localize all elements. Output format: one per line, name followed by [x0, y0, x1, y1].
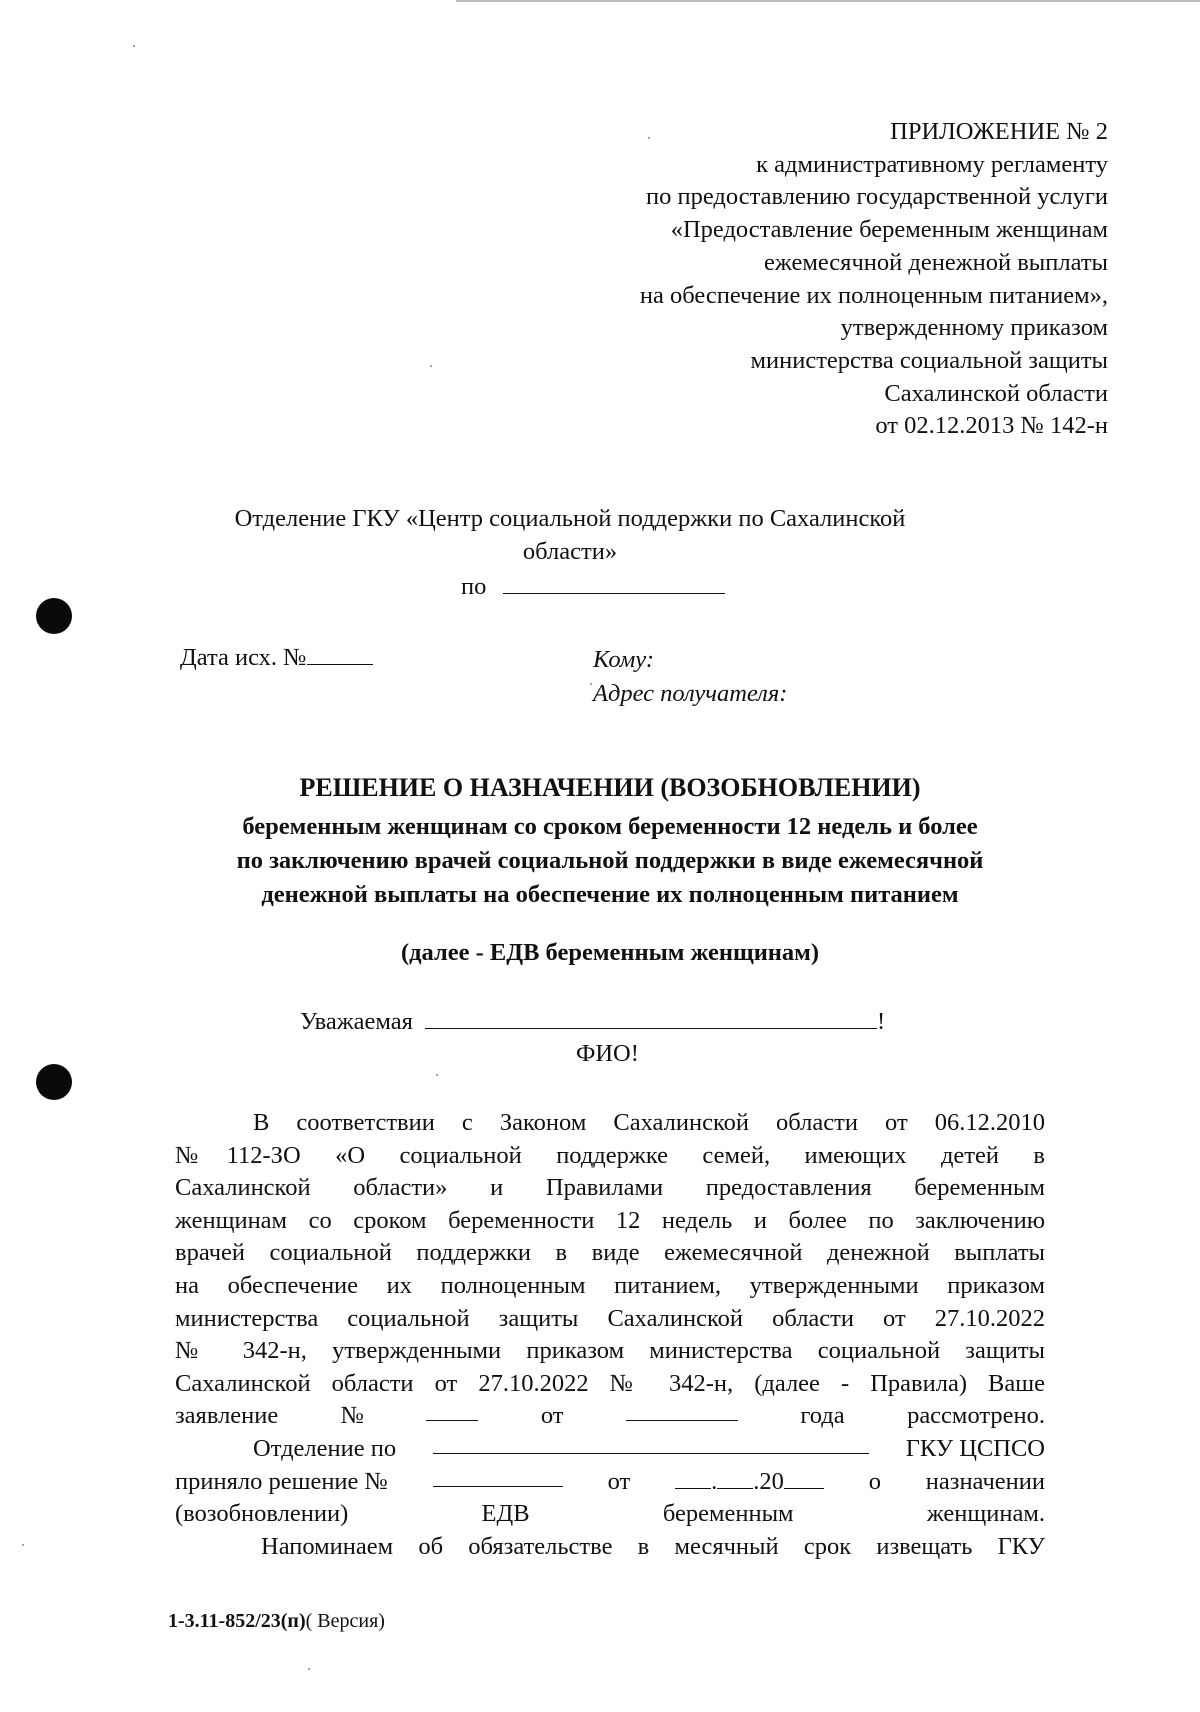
- greeting-line: [300, 1008, 885, 1036]
- document-code: 1-3.11-852/23(п): [168, 1610, 306, 1632]
- outgoing-number-blank[interactable]: [307, 644, 373, 665]
- department-blank[interactable]: [433, 1433, 869, 1454]
- scan-speck: [436, 1074, 438, 1076]
- document-footer: [168, 1610, 385, 1633]
- appendix-line: министерства социальной защиты: [750, 346, 1108, 374]
- document-version: ( Версия): [305, 1610, 385, 1632]
- body-line: №112-ЗО «О социальной поддержке семей, имеющих детей в: [175, 1141, 1045, 1169]
- appointment-word: назначении: [925, 1467, 1045, 1495]
- office-name-line2: области»: [522, 538, 618, 565]
- scan-speck: [430, 365, 432, 367]
- decision-subtitle-line: по заключению врачей социальной поддержки в виде ежемесячной: [236, 847, 984, 874]
- office-by-field: [461, 572, 725, 602]
- appendix-line: по предоставлению государственной услуги: [646, 183, 1108, 211]
- body-line: врачей социальной поддержки в виде ежемесячной денежной выплаты: [175, 1239, 1045, 1267]
- greeting-label: Уважаемая: [300, 1008, 413, 1035]
- application-number-sign: №: [340, 1402, 365, 1430]
- decision-month-blank[interactable]: [717, 1468, 753, 1489]
- body-line: министерства социальной защиты Сахалинской области от 27.10.2022: [175, 1304, 1045, 1332]
- decision-from-word: от: [607, 1467, 631, 1495]
- women-word: женщинам.: [926, 1500, 1045, 1528]
- outgoing-date-field: [180, 644, 373, 672]
- decision-date-field: [675, 1466, 824, 1499]
- department-label: Отделение по: [253, 1434, 397, 1462]
- scan-speck: [308, 1668, 310, 1670]
- application-word: заявление: [175, 1402, 279, 1430]
- about-word: о: [868, 1467, 881, 1495]
- application-year-word: года: [800, 1402, 845, 1430]
- appendix-line: утвержденному приказом: [840, 314, 1108, 342]
- scan-speck: [133, 45, 135, 47]
- appendix-line: от 02.12.2013 № 142-н: [875, 412, 1108, 440]
- body-line: В соответствии с Законом Сахалинской области от 06.12.2010: [253, 1109, 1045, 1136]
- body-line: Сахалинской области» и Правилами предоставления беременным: [175, 1174, 1045, 1202]
- appendix-line: ПРИЛОЖЕНИЕ № 2: [890, 118, 1108, 145]
- renewal-word: (возобновлении): [175, 1500, 349, 1528]
- decision-number-label: приняло решение №: [175, 1467, 388, 1495]
- decision-subtitle-line: беременным женщинам со сроком беременности 12 недель и более: [242, 813, 978, 840]
- renewal-line: [175, 1498, 1045, 1531]
- appendix-line: к административному регламенту: [756, 150, 1108, 178]
- recipient-name-blank[interactable]: [425, 1008, 877, 1029]
- outgoing-date-label: Дата исх. №: [180, 644, 307, 671]
- greeting-exclaim: !: [876, 1008, 886, 1035]
- scan-edge-line: [456, 0, 1200, 2]
- appendix-header: [640, 116, 1108, 443]
- agency-abbreviation: ГКУ ЦСПСО: [905, 1434, 1045, 1462]
- decision-title: РЕШЕНИЕ О НАЗНАЧЕНИИ (ВОЗОБНОВЛЕНИИ): [299, 773, 921, 802]
- recipient-address-label: Адрес получателя:: [593, 680, 788, 707]
- fio-caption: ФИО!: [576, 1040, 639, 1067]
- reminder-line: Напоминаем об обязательстве в месячный срок извещать ГКУ: [261, 1532, 1045, 1560]
- application-number-blank[interactable]: [426, 1400, 478, 1421]
- recipient-block: [593, 643, 787, 711]
- office-by-label: по: [461, 573, 487, 600]
- body-line: № 342-н, утвержденными приказом министерства социальной защиты: [175, 1337, 1045, 1365]
- decision-abbreviation-note: (далее - ЕДВ беременным женщинам): [400, 939, 820, 966]
- application-date-blank[interactable]: [626, 1400, 738, 1421]
- department-line: [175, 1433, 1045, 1466]
- decision-subtitle-line: денежной выплаты на обеспечение их полноценным питанием: [261, 881, 959, 908]
- decision-year-blank[interactable]: [784, 1468, 824, 1489]
- decision-day-blank[interactable]: [675, 1468, 711, 1489]
- decision-year-prefix: .20: [753, 1467, 784, 1495]
- appendix-line: ежемесячной денежной выплаты: [763, 248, 1108, 276]
- edv-word: ЕДВ: [481, 1500, 530, 1528]
- punch-hole-bottom: [36, 1064, 72, 1100]
- appendix-line: Сахалинской области: [884, 379, 1108, 407]
- punch-hole-top: [36, 598, 72, 634]
- decision-number-line: [175, 1466, 1045, 1499]
- decision-number-blank[interactable]: [433, 1466, 563, 1487]
- application-line: [175, 1400, 1045, 1433]
- scan-speck: [22, 1544, 24, 1546]
- appendix-line: на обеспечение их полноценным питанием»,: [639, 281, 1108, 309]
- body-line: женщинам со сроком беременности 12 недель и более по заключению: [175, 1206, 1045, 1234]
- pregnant-word: беременным: [662, 1500, 794, 1528]
- decision-body: [175, 1107, 1045, 1563]
- appendix-line: «Предоставление беременным женщинам: [670, 216, 1108, 244]
- application-reviewed-word: рассмотрено.: [907, 1402, 1045, 1430]
- recipient-to-label: Кому:: [593, 646, 654, 673]
- office-name-line1: Отделение ГКУ «Центр социальной поддержки по Сахалинской: [234, 505, 906, 532]
- body-line: на обеспечение их полноценным питанием, утвержденными приказом: [175, 1271, 1045, 1299]
- body-line: Сахалинской области от 27.10.2022 № 342-н, (далее - Правила) Ваше: [175, 1369, 1045, 1397]
- decision-subtitle: [160, 810, 1060, 912]
- decision-date-dot: .: [711, 1467, 718, 1495]
- office-by-blank[interactable]: [503, 573, 725, 594]
- scan-speck: [590, 683, 592, 685]
- application-from-word: от: [540, 1402, 564, 1430]
